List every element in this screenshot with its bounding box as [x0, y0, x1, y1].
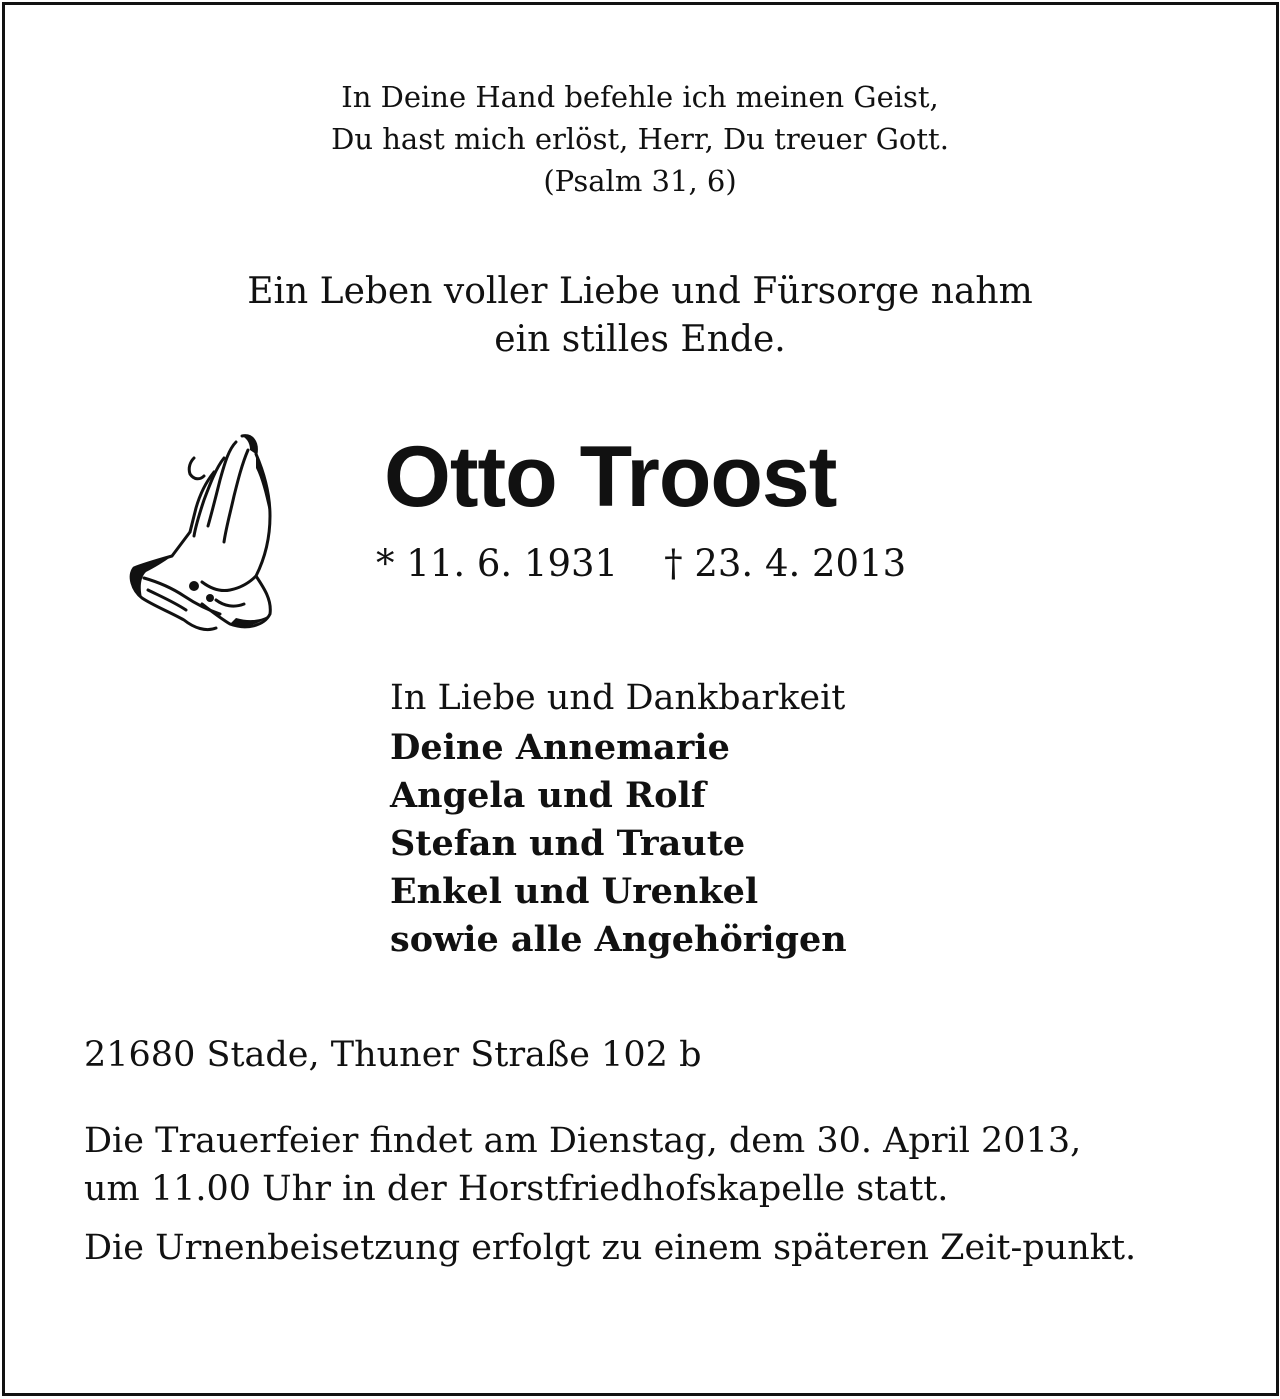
mourner-name: sowie alle Angehörigen	[390, 919, 847, 960]
verse-line: Du hast mich erlöst, Herr, Du treuer Gott.	[331, 122, 949, 156]
service-line: Die Trauerfeier findet am Dienstag, dem 30. April 2013,	[84, 1121, 1082, 1161]
service-line: um 11.00 Uhr in der Horstfriedhofskapelle statt.	[84, 1169, 949, 1209]
mourners-lead: In Liebe und Dankbarkeit	[390, 678, 846, 718]
death-date: † 23. 4. 2013	[664, 542, 907, 585]
birth-date: * 11. 6. 1931	[376, 542, 619, 585]
funeral-service-info	[84, 1117, 1200, 1213]
mourner-name: Stefan und Traute	[390, 823, 746, 864]
intro-line: ein stilles Ende.	[494, 319, 786, 360]
intro-line: Ein Leben voller Liebe und Fürsorge nahm	[247, 271, 1033, 312]
intro-text	[0, 268, 1280, 364]
address: 21680 Stade, Thuner Straße 102 b	[84, 1035, 702, 1075]
life-dates	[376, 538, 906, 590]
praying-hands-icon	[124, 428, 280, 634]
mourner-name: Deine Annemarie	[390, 727, 730, 768]
mourners-block	[390, 674, 847, 964]
deceased-name: Otto Troost	[384, 429, 837, 525]
bible-verse	[0, 76, 1280, 202]
mourner-name: Angela und Rolf	[390, 775, 706, 816]
mourner-name: Enkel und Urenkel	[390, 871, 759, 912]
urn-burial-info: Die Urnenbeisetzung erfolgt zu einem späteren Zeit-punkt.	[84, 1228, 1137, 1268]
verse-line: In Deine Hand befehle ich meinen Geist,	[341, 80, 939, 114]
verse-reference: (Psalm 31, 6)	[543, 164, 737, 198]
